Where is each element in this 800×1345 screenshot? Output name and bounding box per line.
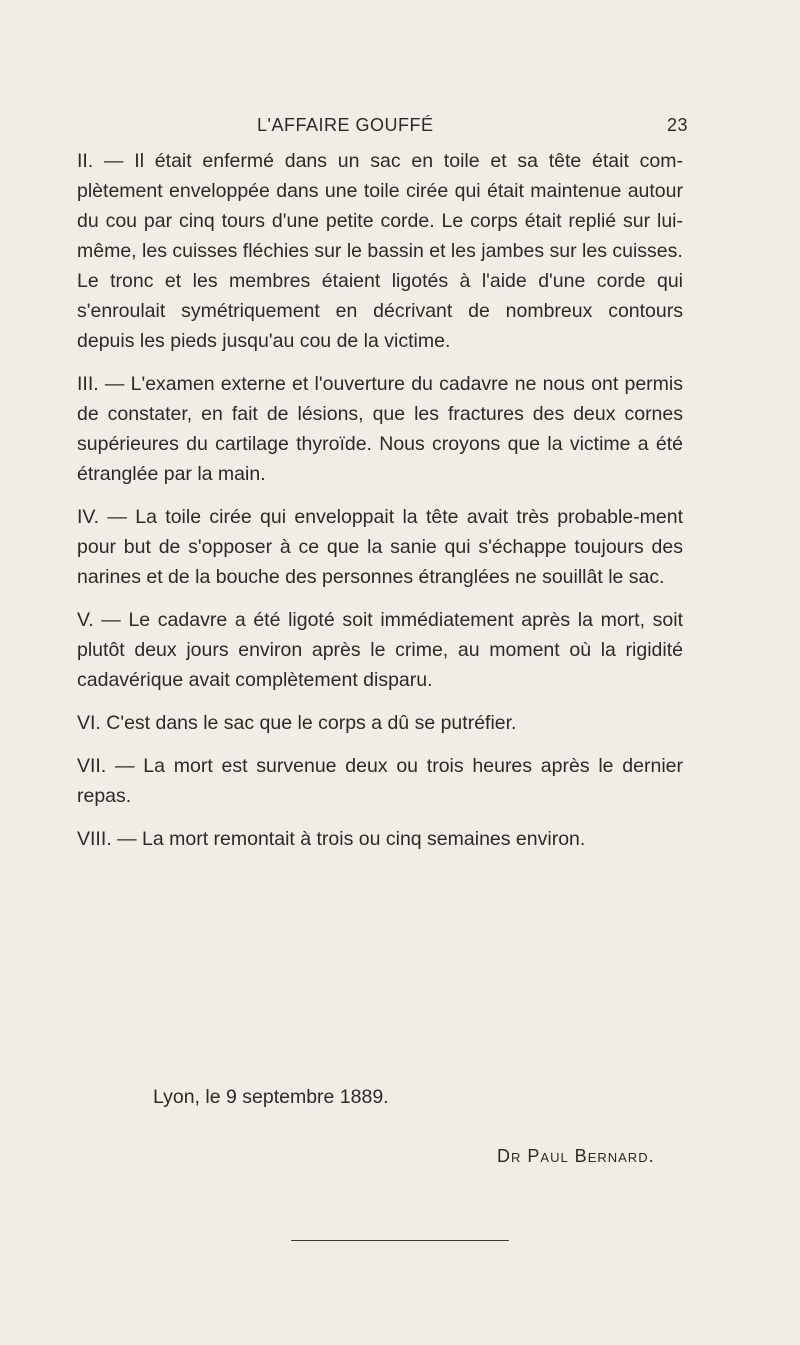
paragraph-ii: II. — Il était enfermé dans un sac en toile et sa tête était com-plètement enveloppée dans une toile cirée qui était maintenue autour du cou par cinq tours d'une petite corde. Le corps était replié sur lui-même, les cuisses fléchies sur le bassin et les jambes sur les cuisses. <box>77 150 683 262</box>
paragraph-ii-continued: Le tronc et les membres étaient ligotés à l'aide d'une corde qui s'enroulait symétriquement en décrivant de nombreux contours depuis les pieds jusqu'au cou de la victime. <box>77 270 683 352</box>
running-title: L'AFFAIRE GOUFFÉ <box>257 115 434 135</box>
page-number: 23 <box>667 115 689 135</box>
closing-rule <box>291 1240 509 1241</box>
place-date: Lyon, le 9 septembre 1889. <box>153 1086 389 1108</box>
paragraph-vii: VII. — La mort est survenue deux ou trois heures après le dernier repas. <box>77 755 683 807</box>
paragraph-v: V. — Le cadavre a été ligoté soit immédiatement après la mort, soit plutôt deux jours environ après le crime, au moment où la rigidité cadavérique avait complètement disparu. <box>77 609 683 691</box>
running-head <box>0 115 800 141</box>
body-text <box>77 146 683 854</box>
paragraph-iii: III. — L'examen externe et l'ouverture du cadavre ne nous ont permis de constater, en fait de lésions, que les fractures des deux cornes supérieures du cartilage thyroïde. Nous croyons que la victime a été étranglée par la main. <box>77 373 683 485</box>
signature: Dr Paul Bernard. <box>497 1146 655 1166</box>
paragraph-vi: VI. C'est dans le sac que le corps a dû se putréfier. <box>77 712 517 734</box>
paragraph-iv: IV. — La toile cirée qui enveloppait la tête avait très probable-ment pour but de s'opposer à ce que la sanie qui s'échappe toujours des narines et de la bouche des personnes étranglées ne souillât le sac. <box>77 506 683 588</box>
paragraph-viii: VIII. — La mort remontait à trois ou cinq semaines environ. <box>77 828 586 850</box>
